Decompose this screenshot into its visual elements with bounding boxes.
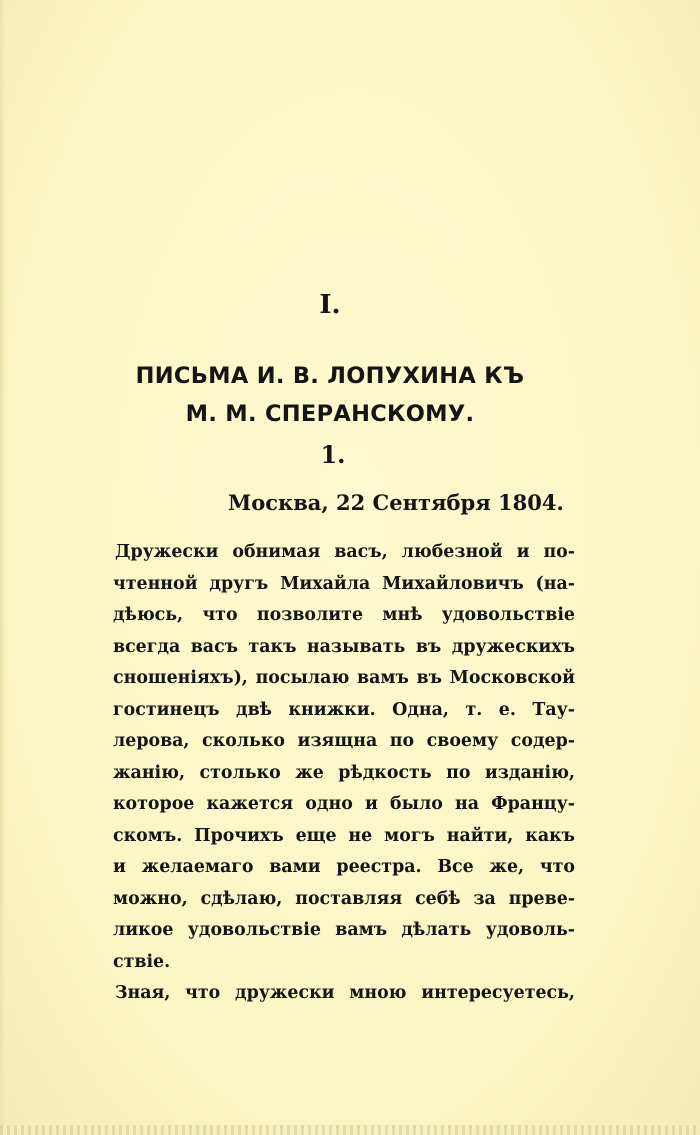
body-line: гостинецъ двѣ книжки. Одна, т. е. Тау- — [113, 699, 575, 720]
page-bottom-edge — [0, 1125, 700, 1135]
letter-dateline: Москва, 22 Сентября 1804. — [228, 490, 564, 515]
chapter-title-line-2: М. М. СПЕРАНСКОМУ. — [185, 401, 475, 427]
body-line: Зная, что дружески мною интересуетесь, — [115, 983, 575, 1003]
body-line: и желаемаго вами реестра. Все же, что — [113, 857, 575, 877]
body-line: лерова, сколько изящна по своему содер- — [113, 731, 575, 751]
body-line: чтенной другъ Михайла Михайловичъ (на- — [113, 573, 575, 594]
section-number: I. — [319, 290, 341, 320]
body-line: всегда васъ такъ называть въ дружескихъ — [113, 636, 575, 657]
letter-number: 1. — [320, 440, 346, 469]
chapter-title — [112, 357, 548, 433]
body-line: которое кажется одно и было на Францу- — [113, 794, 575, 814]
chapter-title-line-1: ПИСЬМА И. В. ЛОПУХИНА КЪ — [135, 363, 525, 389]
letter-body — [113, 537, 575, 1010]
body-line: Дружески обнимая васъ, любезной и по- — [115, 542, 575, 562]
body-line: дѣюсь, что позволите мнѣ удовольствіе — [113, 605, 575, 625]
body-line: можно, сдѣлаю, поставляя себѣ за преве- — [113, 888, 575, 909]
page-left-edge-shadow — [0, 0, 6, 1135]
body-line: ствіе. — [113, 951, 171, 972]
body-line: скомъ. Прочихъ еще не могъ найти, какъ — [113, 825, 575, 846]
body-line: ликое удовольствіе вамъ дѣлать удоволь- — [113, 920, 575, 940]
body-line: жанію, столько же рѣдкость по изданію, — [113, 762, 575, 783]
body-line: сношеніяхъ), посылаю вамъ въ Московской — [113, 668, 575, 688]
